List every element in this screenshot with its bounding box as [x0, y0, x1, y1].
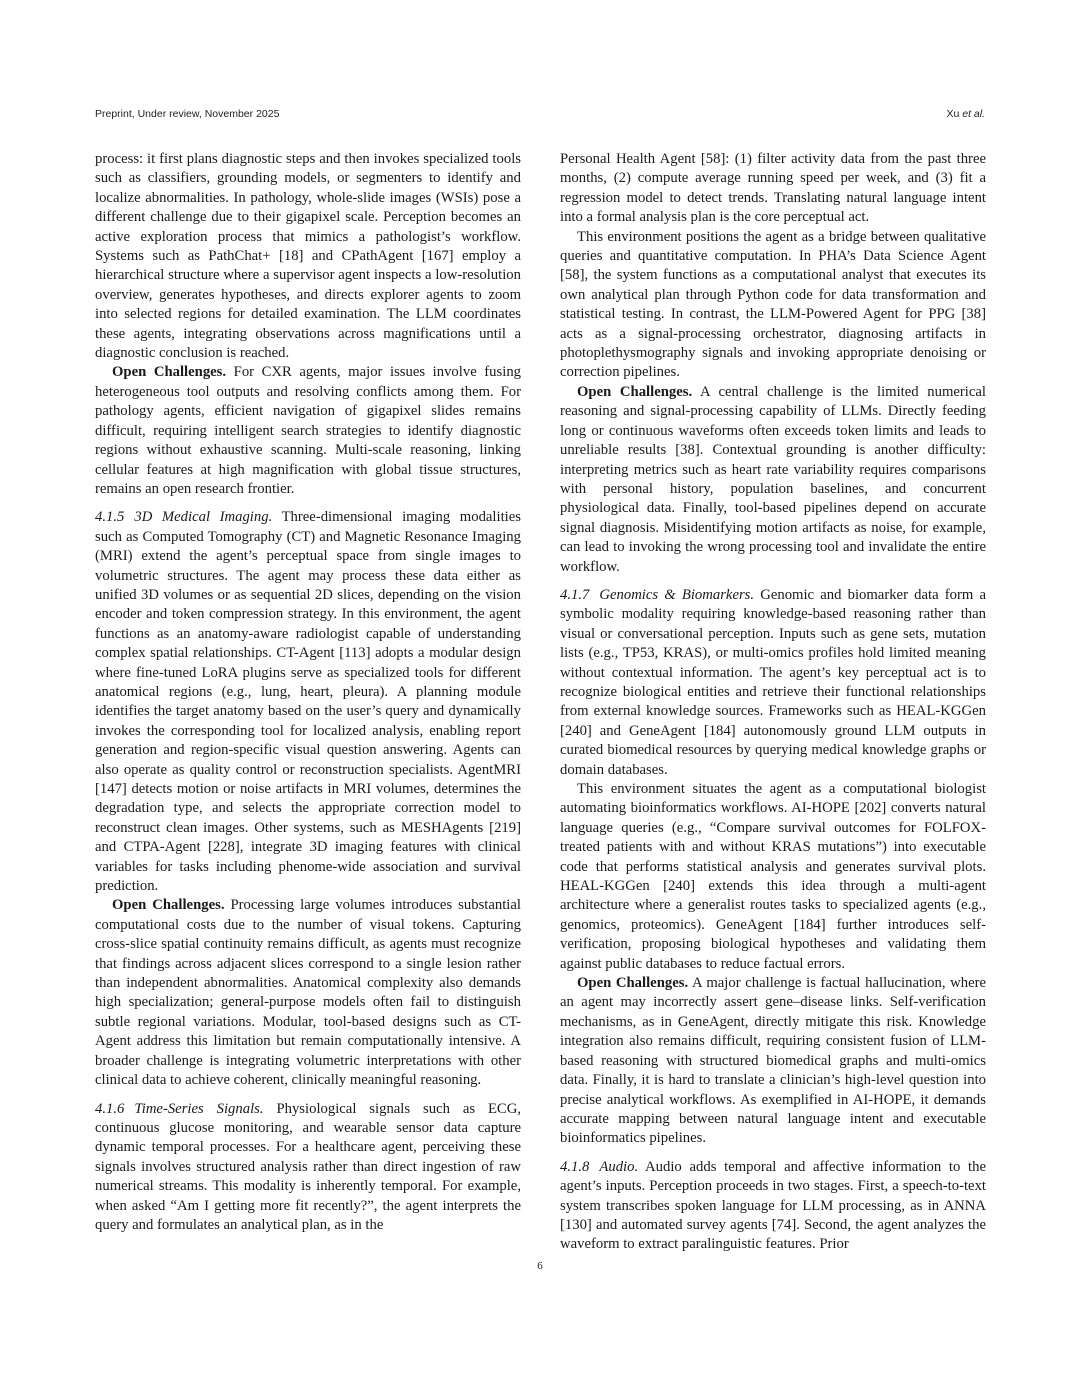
section-title: Audio.	[599, 1158, 639, 1175]
open-challenges-label: Open Challenges.	[577, 383, 693, 400]
open-challenges-paragraph	[95, 363, 521, 499]
header-venue: Preprint, Under review, November 2025	[95, 108, 280, 120]
paragraph: This environment positions the agent as a bridge between qualitative queries and quantitative computation. In PHA’s Data Science Agent [58], the system functions as a computational analyst that executes its own analytical plan through Python code for data transformation and statistical testing. In contrast, the LLM-Powered Agent for PPG [38] acts as a signal-processing orchestrator, diagnosing artifacts in photoplethysmography signals and invoking appropriate denoising or correction pipelines.	[560, 228, 986, 381]
open-challenges-paragraph	[560, 974, 986, 1149]
section-4-1-8	[560, 1158, 986, 1255]
paragraph: Personal Health Agent [58]: (1) filter activity data from the past three months, (2) compute average running speed per week, and (3) fit a regression model to detect trends. Translating natural language intent into a formal analysis plan is the core perceptual act.	[560, 151, 986, 226]
section-title: Time-Series Signals.	[134, 1100, 264, 1117]
section-4-1-6	[95, 1100, 521, 1236]
page-number: 6	[537, 1260, 543, 1272]
paragraph-text: Processing large volumes introduces substantial computational costs due to the number of visual tokens. Capturing cross-slice spatial continuity remains difficult, as agents must recognize that findings across adjacent slices correspond to a single lesion rather than independent abnormalities. Anatomical complexity also demands high specialization; general-purpose models often fail to distinguish subtle regional variations. Modular, tool-based designs such as CT-Agent address this limitation but remain computationally intensive. A broader challenge is integrating volumetric interpretations with other clinical data to achieve coherent, clinically meaningful reasoning.	[95, 897, 521, 1089]
section-title: Genomics & Biomarkers.	[599, 586, 755, 603]
open-challenges-paragraph	[560, 383, 986, 577]
open-challenges-label: Open Challenges.	[112, 897, 225, 914]
section-body: Physiological signals such as ECG, continuous glucose monitoring, and wearable sensor data capture dynamic temporal processes. For a healthcare agent, perceiving these signals involves structured analysis rather than direct ingestion of raw numerical streams. This modality is inherently temporal. For example, when asked “Am I getting more fit recently?”, the agent interprets the query and formulates an analytical plan, as in the	[95, 1100, 521, 1233]
open-challenges-paragraph	[95, 896, 521, 1090]
open-challenges-label: Open Challenges.	[577, 975, 689, 992]
paragraph: process: it first plans diagnostic steps and then invokes specialized tools such as classifiers, grounding models, or segmenters to identify and localize abnormalities. In pathology, whole-slide images (WSIs) pose a different challenge due to their gigapixel scale. Perception becomes an active exploration process that mimics a pathologist’s workflow. Systems such as PathChat+ [18] and CPathAgent [167] employ a hierarchical structure where a supervisor agent inspects a low-resolution overview, generates hypotheses, and directs explorer agents to zoom into selected regions for detailed examination. The LLM coordinates these agents, integrating observations across magnifications until a diagnostic conclusion is reached.	[95, 151, 521, 362]
running-header	[95, 108, 985, 124]
section-4-1-5	[95, 508, 521, 896]
paragraph: This environment situates the agent as a computational biologist automating bioinformatics workflows. AI-HOPE [202] converts natural language queries (e.g., “Compare survival outcomes for FOLFOX-treated patients with and without KRAS mutations”) into executable code that performs statistical analysis and generates survival plots. HEAL-KGGen [240] extends this idea through a multi-agent architecture where a generalist routes tasks to specialized agents (e.g., genomics, proteomics). GeneAgent [184] further introduces self-verification, proposing biological hypotheses and validating them against public databases to reduce factual errors.	[560, 781, 986, 972]
section-4-1-7	[560, 586, 986, 780]
section-title: 3D Medical Imaging.	[134, 509, 273, 526]
open-challenges-label: Open Challenges.	[112, 364, 227, 381]
left-column	[95, 150, 521, 1235]
paragraph-text: A central challenge is the limited numerical reasoning and signal-processing capability of LLMs. Directly feeding long or continuous waveforms often exceeds token limits and leads to unreliable results [38]. Contextual grounding is another difficulty: interpreting metrics such as heart rate variability requires comparisons with personal history, population baselines, and concurrent physiological data. Finally, tool-based pipelines depend on accurate signal diagnosis. Misidentifying motion artifacts as noise, for example, can lead to invoking the wrong processing tool and invalidate the entire workflow.	[560, 383, 987, 575]
paragraph-text: For CXR agents, major issues involve fusing heterogeneous tool outputs and resolving conflicts among them. For pathology agents, efficient navigation of gigapixel slides remains difficult, requiring intelligent search strategies to identify diagnostic regions without exhaustive scanning. Multi-scale reasoning, linking cellular features at high magnification with global tissue structures, remains an open research frontier.	[95, 364, 522, 497]
header-author: Xu	[946, 108, 960, 120]
section-body: Audio adds temporal and affective information to the agent’s inputs. Perception proceeds in two stages. First, a speech-to-text system transcribes spoken language for LLM processing, as in ANNA [130] and automated survey agents [74]. Second, the agent analyzes the waveform to extract paralinguistic features. Prior	[560, 1158, 986, 1253]
right-column	[560, 150, 986, 1255]
section-number: 4.1.8	[560, 1158, 590, 1175]
section-number: 4.1.7	[560, 586, 590, 603]
paragraph-text: A major challenge is factual hallucination, where an agent may incorrectly assert gene–disease links. Self-verification mechanisms, as in GeneAgent, directly mitigate this risk. Knowledge integration also remains difficult, requiring consistent fusion of LLM-based reasoning with structured biomedical graphs and multi-omics data. Finally, it is hard to translate a clinician’s high-level question into precise analytical workflows. As exemplified in AI-HOPE, it demands accurate mapping between natural language intent and executable bioinformatics pipelines.	[560, 975, 986, 1147]
section-number: 4.1.6	[95, 1100, 125, 1117]
section-body: Three-dimensional imaging modalities such as Computed Tomography (CT) and Magnetic Resonance Imaging (MRI) extend the agent’s perceptual space from single images to volumetric structures. The agent may process these data either as unified 3D volumes or as sequential 2D slices, depending on the vision encoder and token compression strategy. In this environment, the agent functions as an anatomy-aware radiologist capable of understanding complex spatial relationships. CT-Agent [113] adopts a modular design where fine-tuned LoRA plugins serve as specialized tools for different anatomical regions (e.g., lung, heart, pleura). A planning module identifies the target anatomy based on the user’s query and dynamically invokes the corresponding tool for localized analysis, enabling report generation and region-specific visual question answering. Agents can also operate as quality control or reconstruction specialists. AgentMRI [147] detects motion or noise artifacts in MRI volumes, determines the degradation type, and selects the appropriate correction model to reconstruct clean images. Other systems, such as MESHAgents [219] and CTPA-Agent [228], integrate 3D imaging features with clinical variables for tasks including phenome-wide association and survival prediction.	[95, 509, 521, 895]
header-authors	[946, 108, 985, 120]
section-body: Genomic and biomarker data form a symbolic modality requiring knowledge-based reasoning rather than visual or conversational perception. Inputs such as gene sets, mutation lists (e.g., TP53, KRAS), or multi-omics profiles hold limited meaning without contextual information. The agent’s key perceptual act is to recognize biological entities and retrieve their functional relationships from external knowledge sources. Frameworks such as HEAL-KGGen [240] and GeneAgent [184] autonomously ground LLM outputs in curated biomedical resources by querying medical knowledge graphs or domain databases.	[560, 586, 986, 778]
section-number: 4.1.5	[95, 509, 125, 526]
header-etal: et al.	[962, 108, 985, 120]
